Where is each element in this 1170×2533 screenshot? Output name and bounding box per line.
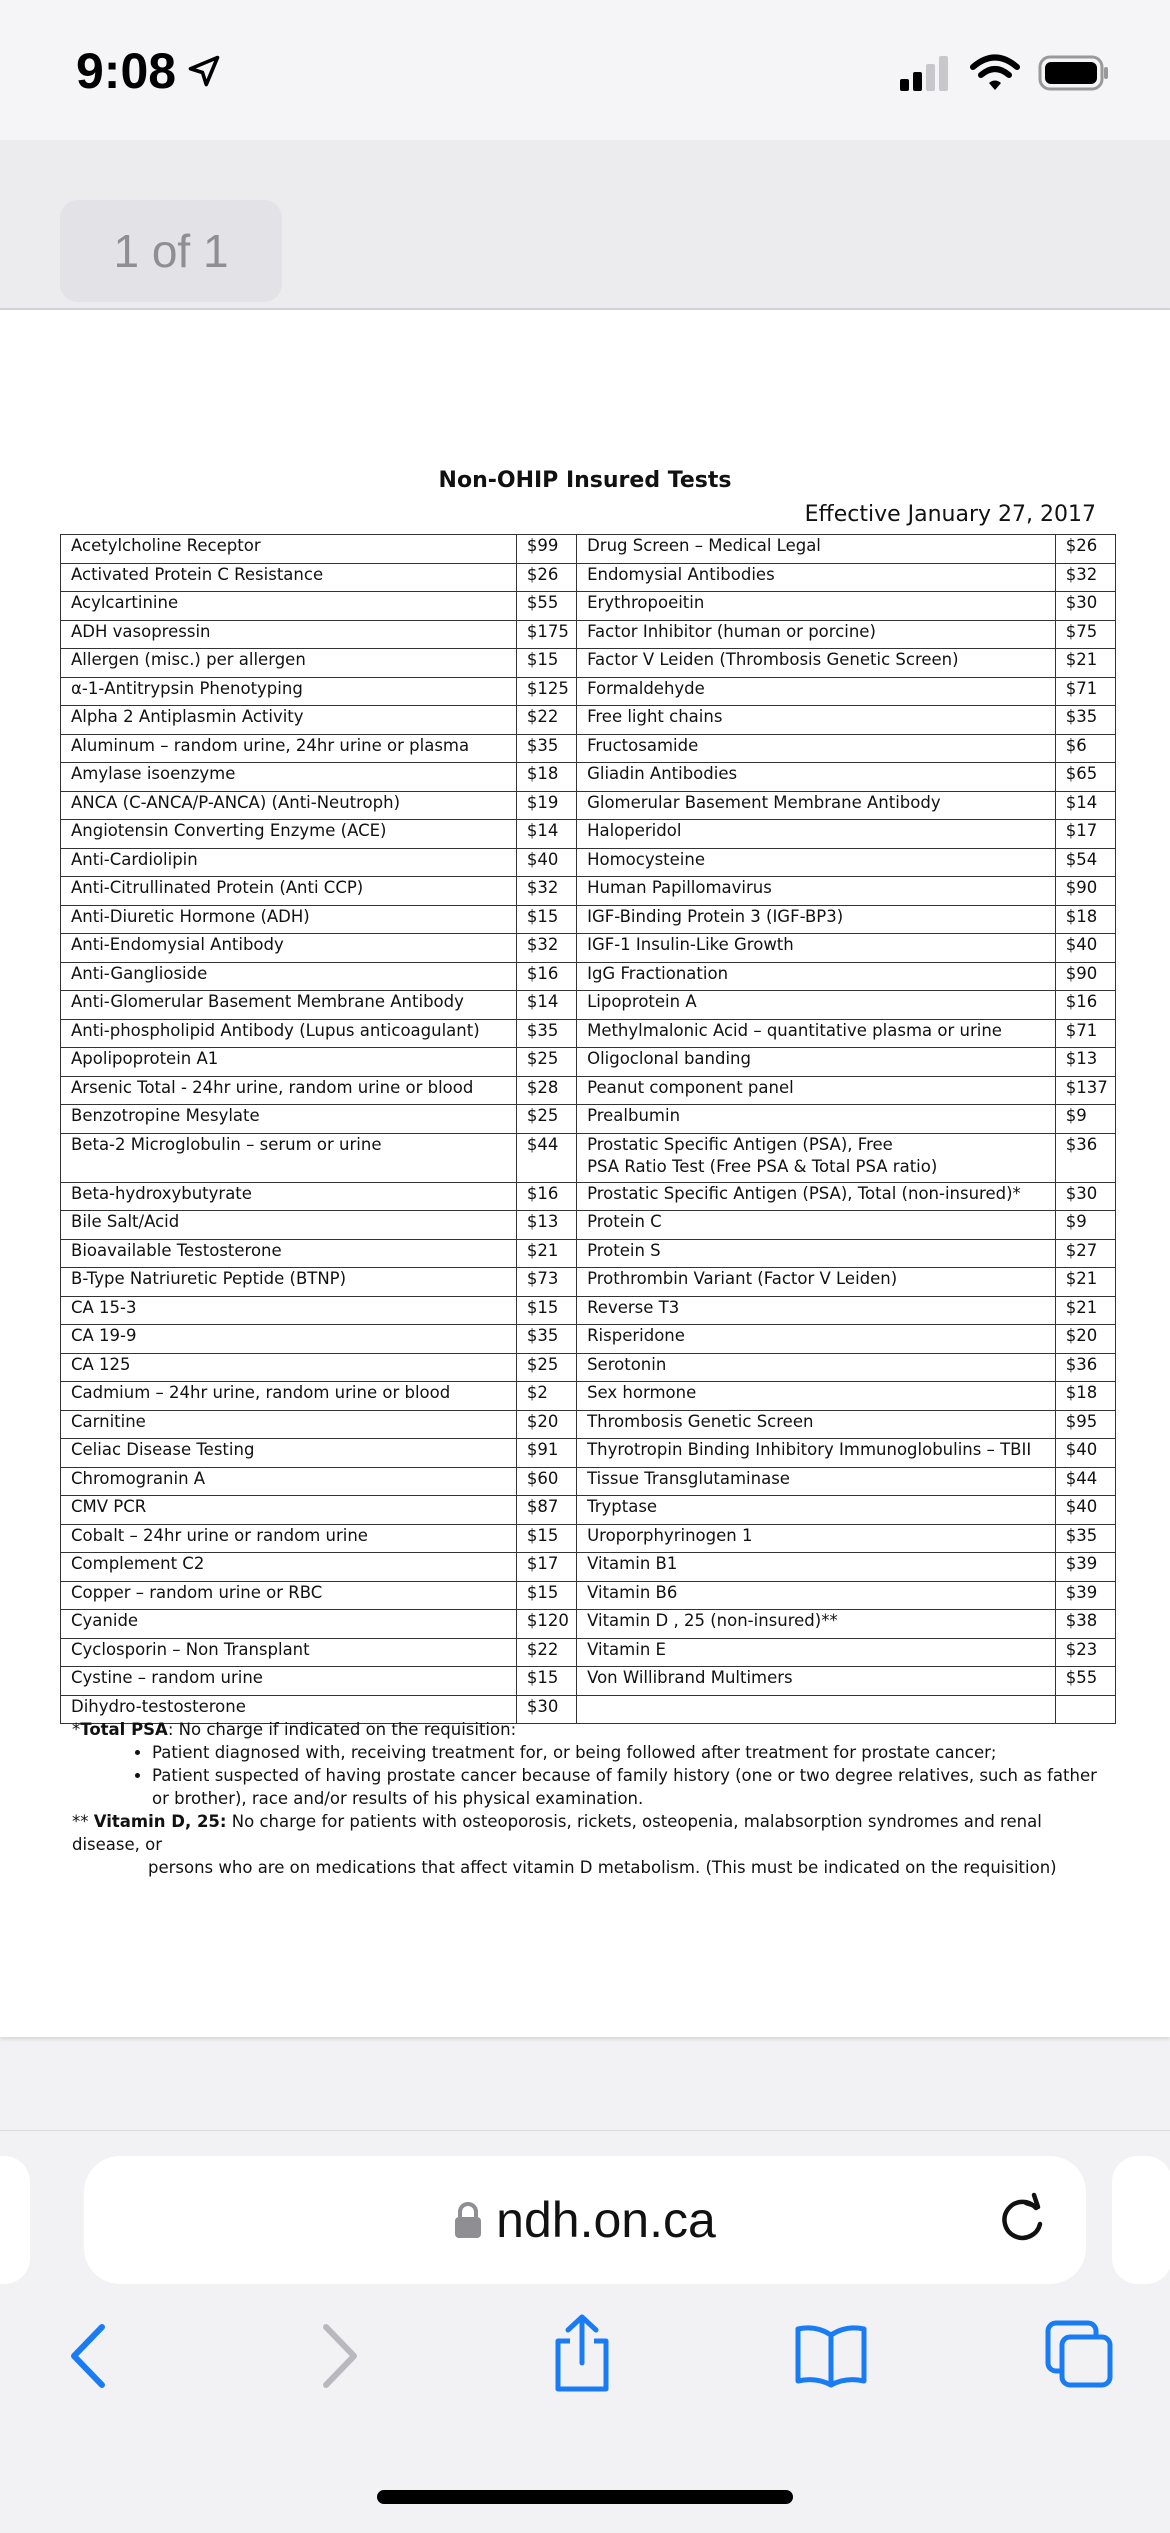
table-row <box>61 1325 1116 1354</box>
test-price-cell: $71 <box>1055 677 1115 706</box>
test-name-cell: Risperidone <box>577 1325 1056 1354</box>
test-price-cell: $73 <box>516 1268 576 1297</box>
table-row <box>61 820 1116 849</box>
url-text: ndh.on.ca <box>496 2192 716 2248</box>
test-name-cell: CA 125 <box>61 1353 517 1382</box>
table-row <box>61 1667 1116 1696</box>
document-title: Non-OHIP Insured Tests <box>438 468 732 493</box>
test-price-cell: $91 <box>516 1439 576 1468</box>
test-name-cell: Cyanide <box>61 1610 517 1639</box>
test-name-cell: α-1-Antitrypsin Phenotyping <box>61 677 517 706</box>
test-price-cell: $55 <box>1055 1667 1115 1696</box>
clock-text: 9:08 <box>76 43 177 99</box>
test-name-cell: Allergen (misc.) per allergen <box>61 649 517 678</box>
test-price-cell: $30 <box>1055 592 1115 621</box>
back-arrow-icon[interactable] <box>64 2321 112 2391</box>
test-name-cell: Factor Inhibitor (human or porcine) <box>577 620 1056 649</box>
test-price-cell: $6 <box>1055 734 1115 763</box>
test-name-cell: Anti-Endomysial Antibody <box>61 934 517 963</box>
test-price-cell: $39 <box>1055 1581 1115 1610</box>
table-row <box>61 877 1116 906</box>
table-row <box>61 535 1116 564</box>
test-price-cell: $15 <box>516 1524 576 1553</box>
test-name-cell: Fructosamide <box>577 734 1056 763</box>
test-price-cell: $120 <box>516 1610 576 1639</box>
test-price-cell: $20 <box>1055 1325 1115 1354</box>
table-row <box>61 734 1116 763</box>
forward-arrow-icon[interactable] <box>316 2321 364 2391</box>
test-price-cell: $9 <box>1055 1211 1115 1240</box>
test-price-cell: $36 <box>1055 1353 1115 1382</box>
test-name-cell: Serotonin <box>577 1353 1056 1382</box>
test-name-cell: Alpha 2 Antiplasmin Activity <box>61 706 517 735</box>
table-row <box>61 706 1116 735</box>
test-price-cell: $26 <box>1055 535 1115 564</box>
table-row <box>61 649 1116 678</box>
test-price-cell: $19 <box>516 791 576 820</box>
list-item: • Patient suspected of having prostate cancer because of family history (one or two degree relatives, such as father or brother), race and/or results of his physical examination. <box>152 1764 1112 1810</box>
location-arrow-icon <box>186 53 222 89</box>
page-count-indicator <box>60 200 282 302</box>
test-price-cell: $17 <box>516 1553 576 1582</box>
test-name-cell: Tryptase <box>577 1496 1056 1525</box>
test-price-cell: $125 <box>516 677 576 706</box>
test-price-cell: $36 <box>1055 1133 1115 1182</box>
test-name-cell: Prealbumin <box>577 1105 1056 1134</box>
test-name-cell: Apolipoprotein A1 <box>61 1048 517 1077</box>
lock-icon <box>454 2201 482 2239</box>
effective-date: Effective January 27, 2017 <box>804 502 1096 527</box>
test-name-cell: Angiotensin Converting Enzyme (ACE) <box>61 820 517 849</box>
test-price-cell: $35 <box>1055 1524 1115 1553</box>
cellular-signal-icon <box>898 55 952 91</box>
table-row <box>61 1382 1116 1411</box>
test-price-cell: $15 <box>516 1296 576 1325</box>
page-count-text: 1 of 1 <box>113 225 229 277</box>
test-name-cell: Cadmium – 24hr urine, random urine or blood <box>61 1382 517 1411</box>
test-price-cell: $25 <box>516 1105 576 1134</box>
test-price-cell: $30 <box>516 1695 576 1724</box>
test-price-cell: $39 <box>1055 1553 1115 1582</box>
test-price-cell: $30 <box>1055 1182 1115 1211</box>
test-price-cell: $15 <box>516 905 576 934</box>
test-name-cell: Sex hormone <box>577 1382 1056 1411</box>
test-price-cell: $75 <box>1055 620 1115 649</box>
test-price-cell: $18 <box>516 763 576 792</box>
browser-toolbar <box>0 2130 1170 2533</box>
test-price-cell: $40 <box>516 848 576 877</box>
bookmarks-icon[interactable] <box>794 2323 868 2389</box>
test-name-cell: Protein C <box>577 1211 1056 1240</box>
table-row <box>61 1553 1116 1582</box>
vitamin-d-note-cont: persons who are on medications that affect vitamin D metabolism. (This must be indicated on the requisition) <box>148 1858 1057 1877</box>
test-name-cell: Cobalt – 24hr urine or random urine <box>61 1524 517 1553</box>
test-name-cell: Drug Screen – Medical Legal <box>577 535 1056 564</box>
test-price-cell: $26 <box>516 563 576 592</box>
footnotes <box>72 1718 1112 1879</box>
test-name-cell: Chromogranin A <box>61 1467 517 1496</box>
test-name-cell: Dihydro-testosterone <box>61 1695 517 1724</box>
test-name-cell: Vitamin B1 <box>577 1553 1056 1582</box>
test-name-cell: IgG Fractionation <box>577 962 1056 991</box>
wifi-icon <box>970 54 1020 92</box>
test-name-cell: Homocysteine <box>577 848 1056 877</box>
test-name-cell: Benzotropine Mesylate <box>61 1105 517 1134</box>
test-name-cell: Prothrombin Variant (Factor V Leiden) <box>577 1268 1056 1297</box>
test-price-cell: $16 <box>516 1182 576 1211</box>
test-name-cell: B-Type Natriuretic Peptide (BTNP) <box>61 1268 517 1297</box>
test-name-cell: Beta-2 Microglobulin – serum or urine <box>61 1133 517 1182</box>
test-name-cell: Thrombosis Genetic Screen <box>577 1410 1056 1439</box>
test-name-cell: Uroporphyrinogen 1 <box>577 1524 1056 1553</box>
table-row <box>61 1353 1116 1382</box>
test-price-cell: $13 <box>516 1211 576 1240</box>
test-name-cell: Anti-Cardiolipin <box>61 848 517 877</box>
table-row <box>61 677 1116 706</box>
test-name-cell: Cyclosporin – Non Transplant <box>61 1638 517 1667</box>
test-price-cell: $55 <box>516 592 576 621</box>
test-price-cell: $54 <box>1055 848 1115 877</box>
share-icon[interactable] <box>550 2313 614 2393</box>
table-row <box>61 1610 1116 1639</box>
test-price-cell: $40 <box>1055 934 1115 963</box>
table-row <box>61 1182 1116 1211</box>
test-price-cell: $40 <box>1055 1439 1115 1468</box>
test-name-cell: Bile Salt/Acid <box>61 1211 517 1240</box>
table-row <box>61 962 1116 991</box>
test-name-cell: Arsenic Total - 24hr urine, random urine or blood <box>61 1076 517 1105</box>
test-name-cell: Beta-hydroxybutyrate <box>61 1182 517 1211</box>
table-row <box>61 848 1116 877</box>
table-row <box>61 991 1116 1020</box>
test-name-cell: Anti-Glomerular Basement Membrane Antibody <box>61 991 517 1020</box>
test-price-cell: $32 <box>516 934 576 963</box>
test-price-cell: $44 <box>1055 1467 1115 1496</box>
table-row <box>61 1410 1116 1439</box>
test-name-cell: Factor V Leiden (Thrombosis Genetic Screen) <box>577 649 1056 678</box>
test-price-cell: $15 <box>516 649 576 678</box>
test-price-cell: $27 <box>1055 1239 1115 1268</box>
test-name-cell: Peanut component panel <box>577 1076 1056 1105</box>
table-row <box>61 905 1116 934</box>
test-name-cell: Aluminum – random urine, 24hr urine or plasma <box>61 734 517 763</box>
home-indicator[interactable] <box>377 2490 793 2504</box>
table-row <box>61 1133 1116 1182</box>
test-name-cell: Methylmalonic Acid – quantitative plasma or urine <box>577 1019 1056 1048</box>
test-name-cell: Anti-Ganglioside <box>61 962 517 991</box>
test-name-cell: Vitamin E <box>577 1638 1056 1667</box>
test-price-cell: $15 <box>516 1667 576 1696</box>
table-row <box>61 763 1116 792</box>
table-row <box>61 620 1116 649</box>
test-price-cell: $90 <box>1055 877 1115 906</box>
test-name-cell: CMV PCR <box>61 1496 517 1525</box>
test-price-cell: $90 <box>1055 962 1115 991</box>
test-name-cell: Prostatic Specific Antigen (PSA), Total (non-insured)* <box>577 1182 1056 1211</box>
test-price-cell: $87 <box>516 1496 576 1525</box>
test-name-cell: ADH vasopressin <box>61 620 517 649</box>
table-row <box>61 1638 1116 1667</box>
test-name-cell: Complement C2 <box>61 1553 517 1582</box>
test-name-cell: IGF-Binding Protein 3 (IGF-BP3) <box>577 905 1056 934</box>
test-price-cell: $44 <box>516 1133 576 1182</box>
table-row <box>61 1296 1116 1325</box>
test-name-cell: Erythropoeitin <box>577 592 1056 621</box>
test-name-cell: Tissue Transglutaminase <box>577 1467 1056 1496</box>
table-row <box>61 1439 1116 1468</box>
test-price-cell: $18 <box>1055 1382 1115 1411</box>
address-bar[interactable] <box>84 2156 1086 2284</box>
test-name-cell: Oligoclonal banding <box>577 1048 1056 1077</box>
table-row <box>61 563 1116 592</box>
test-name-cell: Reverse T3 <box>577 1296 1056 1325</box>
test-name-cell: Acetylcholine Receptor <box>61 535 517 564</box>
status-bar <box>0 0 1170 140</box>
table-row <box>61 1268 1116 1297</box>
test-name-cell: CA 19-9 <box>61 1325 517 1354</box>
test-price-cell: $18 <box>1055 905 1115 934</box>
test-name-cell: Thyrotropin Binding Inhibitory Immunoglobulins – TBII <box>577 1439 1056 1468</box>
pdf-viewer-header <box>0 140 1170 310</box>
test-name-cell: Vitamin D , 25 (non-insured)** <box>577 1610 1056 1639</box>
tabs-icon[interactable] <box>1044 2319 1116 2391</box>
test-price-cell: $23 <box>1055 1638 1115 1667</box>
table-row <box>61 1048 1116 1077</box>
table-row <box>61 1211 1116 1240</box>
test-price-cell: $15 <box>516 1581 576 1610</box>
test-name-cell: Haloperidol <box>577 820 1056 849</box>
test-price-cell: $32 <box>1055 563 1115 592</box>
previous-tab-peek[interactable] <box>0 2156 30 2284</box>
test-name-cell: Carnitine <box>61 1410 517 1439</box>
table-row <box>61 1496 1116 1525</box>
table-row <box>61 1581 1116 1610</box>
price-table <box>60 534 1116 1724</box>
test-name-cell: Cystine – random urine <box>61 1667 517 1696</box>
test-name-cell: Glomerular Basement Membrane Antibody <box>577 791 1056 820</box>
test-price-cell: $9 <box>1055 1105 1115 1134</box>
test-name-cell: Anti-Citrullinated Protein (Anti CCP) <box>61 877 517 906</box>
vitamin-d-note: ** Vitamin D, 25: No charge for patients with osteoporosis, rickets, osteopenia, malabsorption syndromes and renal disease, or <box>72 1812 1042 1854</box>
test-price-cell: $35 <box>1055 706 1115 735</box>
test-name-cell: CA 15-3 <box>61 1296 517 1325</box>
test-name-cell: Endomysial Antibodies <box>577 563 1056 592</box>
list-item: • Patient diagnosed with, receiving treatment for, or being followed after treatment for prostate cancer; <box>152 1741 1112 1764</box>
test-name-cell: Celiac Disease Testing <box>61 1439 517 1468</box>
psa-ratio-line: PSA Ratio Test (Free PSA & Total PSA ratio) <box>587 1156 938 1176</box>
test-price-cell: $20 <box>516 1410 576 1439</box>
pdf-page[interactable] <box>0 310 1170 2037</box>
test-name-cell: Anti-phospholipid Antibody (Lupus anticoagulant) <box>61 1019 517 1048</box>
test-name-cell: Formaldehyde <box>577 677 1056 706</box>
test-price-cell: $40 <box>1055 1496 1115 1525</box>
reload-icon[interactable] <box>992 2190 1052 2250</box>
table-row <box>61 934 1116 963</box>
test-price-cell: $14 <box>516 991 576 1020</box>
test-name-cell: Von Willibrand Multimers <box>577 1667 1056 1696</box>
test-price-cell: $175 <box>516 620 576 649</box>
table-row <box>61 592 1116 621</box>
table-row <box>61 1019 1116 1048</box>
test-price-cell: $2 <box>516 1382 576 1411</box>
table-row <box>61 1076 1116 1105</box>
next-tab-peek[interactable] <box>1112 2156 1170 2284</box>
test-price-cell: $13 <box>1055 1048 1115 1077</box>
test-name-cell: ANCA (C-ANCA/P-ANCA) (Anti-Neutroph) <box>61 791 517 820</box>
test-name-cell: Human Papillomavirus <box>577 877 1056 906</box>
test-price-cell: $21 <box>1055 649 1115 678</box>
test-name-cell: Prostatic Specific Antigen (PSA), Free PSA Ratio Test (Free PSA & Total PSA ratio) <box>577 1133 1056 1182</box>
test-name-cell: Lipoprotein A <box>577 991 1056 1020</box>
test-price-cell: $32 <box>516 877 576 906</box>
status-time <box>76 42 222 100</box>
test-name-cell: Bioavailable Testosterone <box>61 1239 517 1268</box>
test-price-cell: $65 <box>1055 763 1115 792</box>
table-row <box>61 1105 1116 1134</box>
test-price-cell: $21 <box>1055 1268 1115 1297</box>
test-price-cell: $137 <box>1055 1076 1115 1105</box>
test-price-cell: $22 <box>516 706 576 735</box>
test-price-cell: $60 <box>516 1467 576 1496</box>
test-price-cell: $99 <box>516 535 576 564</box>
table-row <box>61 1467 1116 1496</box>
test-price-cell: $17 <box>1055 820 1115 849</box>
psa-note: *Total PSA: No charge if indicated on the requisition: <box>72 1720 517 1739</box>
test-name-cell: Amylase isoenzyme <box>61 763 517 792</box>
table-row <box>61 791 1116 820</box>
test-name-cell: Vitamin B6 <box>577 1581 1056 1610</box>
test-price-cell: $71 <box>1055 1019 1115 1048</box>
test-price-cell: $95 <box>1055 1410 1115 1439</box>
test-price-cell: $14 <box>516 820 576 849</box>
test-price-cell: $35 <box>516 734 576 763</box>
test-name-cell: Free light chains <box>577 706 1056 735</box>
test-price-cell: $16 <box>1055 991 1115 1020</box>
test-name-cell: Copper – random urine or RBC <box>61 1581 517 1610</box>
psa-bullets <box>72 1741 1112 1810</box>
test-price-cell: $22 <box>516 1638 576 1667</box>
battery-icon <box>1038 54 1110 92</box>
test-name-cell: Anti-Diuretic Hormone (ADH) <box>61 905 517 934</box>
test-name-cell: Acylcartinine <box>61 592 517 621</box>
test-price-cell: $25 <box>516 1048 576 1077</box>
test-price-cell: $14 <box>1055 791 1115 820</box>
test-price-cell: $21 <box>516 1239 576 1268</box>
table-row <box>61 1524 1116 1553</box>
test-price-cell: $38 <box>1055 1610 1115 1639</box>
test-price-cell: $35 <box>516 1019 576 1048</box>
test-price-cell: $21 <box>1055 1296 1115 1325</box>
test-name-cell: Activated Protein C Resistance <box>61 563 517 592</box>
table-row <box>61 1239 1116 1268</box>
test-price-cell: $28 <box>516 1076 576 1105</box>
test-name-cell: Protein S <box>577 1239 1056 1268</box>
test-name-cell: IGF-1 Insulin-Like Growth <box>577 934 1056 963</box>
test-price-cell: $25 <box>516 1353 576 1382</box>
test-price-cell: $35 <box>516 1325 576 1354</box>
test-price-cell: $16 <box>516 962 576 991</box>
test-name-cell: Gliadin Antibodies <box>577 763 1056 792</box>
